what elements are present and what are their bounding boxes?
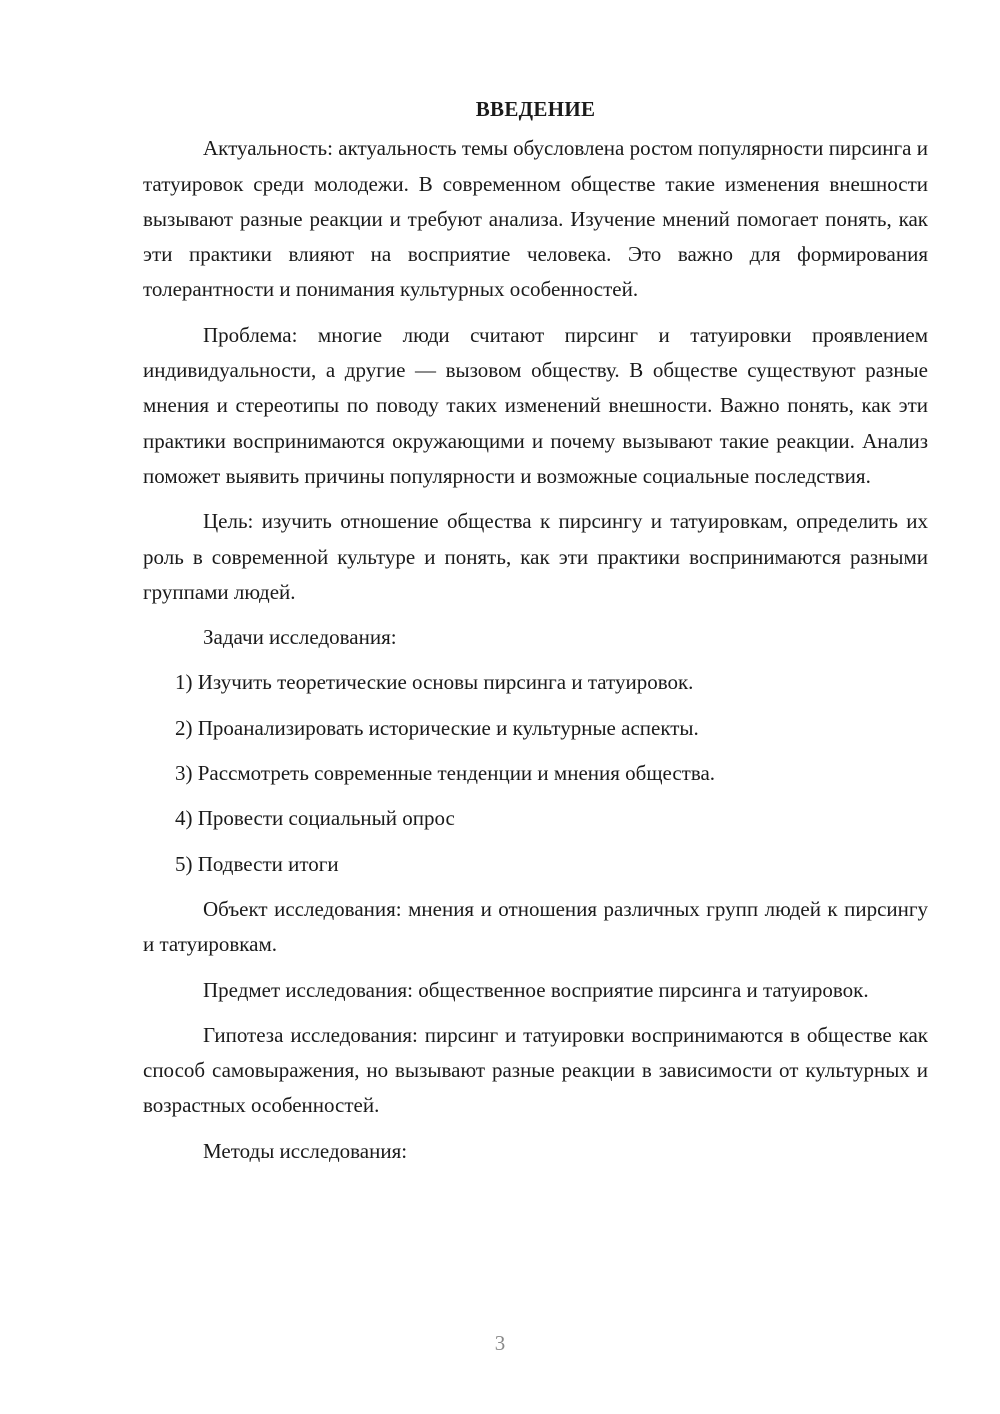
document-page [143,92,928,1179]
list-item: 5) Подвести итоги [175,851,339,876]
paragraph-problem: Проблема: многие люди считают пирсинг и татуировки проявлением индивидуальности, а другие — вызовом обществу. В обществе существуют разные мнения и стереотипы по поводу таких изменений внешности. Важно понять, как эти практики воспринимаются окружающими и почему вызывают такие реакции. Анализ поможет выявить причины популярности и возможные социальные последствия. [143,322,928,488]
methods-heading: Методы исследования: [203,1138,408,1163]
paragraph-object: Объект исследования: мнения и отношения различных групп людей к пирсингу и татуировкам. [143,896,928,957]
paragraph-relevance: Актуальность: актуальность темы обусловлена ростом популярности пирсинга и татуировок среди молодежи. В современном обществе такие изменения внешности вызывают разные реакции и требуют анализа. Изучение мнений помогает понять, как эти практики влияют на восприятие человека. Это важно для формирования толерантности и понимания культурных особенностей. [143,136,928,302]
list-item: 1) Изучить теоретические основы пирсинга и татуировок. [175,670,694,695]
list-item: 2) Проанализировать исторические и культурные аспекты. [175,715,699,740]
page-number: 3 [494,1331,506,1355]
paragraph-hypothesis: Гипотеза исследования: пирсинг и татуировки воспринимаются в обществе как способ самовыражения, но вызывают разные реакции в зависимости от культурных и возрастных особенностей. [143,1022,928,1118]
list-item: 4) Провести социальный опрос [175,806,455,831]
paragraph-goal: Цель: изучить отношение общества к пирсингу и татуировкам, определить их роль в современной культуре и понять, как эти практики воспринимаются разными группами людей. [143,509,928,604]
tasks-heading: Задачи исследования: [203,625,397,650]
tasks-list [143,665,928,881]
section-title: ВВЕДЕНИЕ [475,97,596,121]
list-item: 3) Рассмотреть современные тенденции и мнения общества. [175,761,716,786]
paragraph-subject: Предмет исследования: общественное восприятие пирсинга и татуировок. [203,977,869,1002]
